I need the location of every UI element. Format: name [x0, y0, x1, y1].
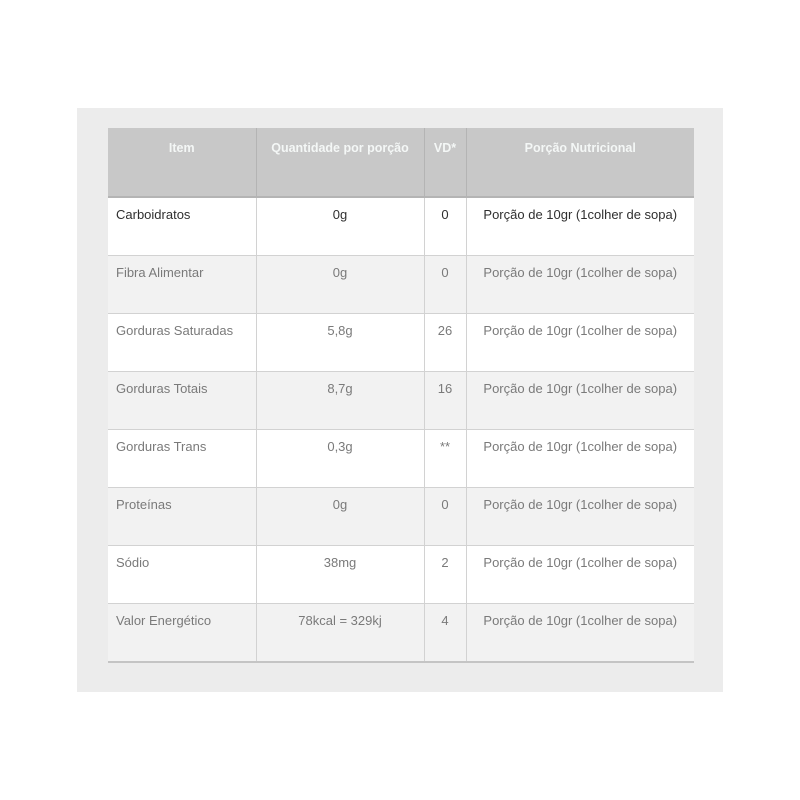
table-row [108, 197, 694, 256]
cell-quantity: 5,8g [256, 314, 424, 372]
cell-item: Valor Energético [108, 604, 256, 663]
table-body [108, 197, 694, 662]
cell-portion: Porção de 10gr (1colher de sopa) [466, 546, 694, 604]
cell-item: Gorduras Trans [108, 430, 256, 488]
cell-portion: Porção de 10gr (1colher de sopa) [466, 372, 694, 430]
cell-portion: Porção de 10gr (1colher de sopa) [466, 197, 694, 256]
table-row [108, 546, 694, 604]
cell-vd: ** [424, 430, 466, 488]
cell-quantity: 0g [256, 256, 424, 314]
cell-quantity: 0g [256, 197, 424, 256]
table-row [108, 430, 694, 488]
cell-portion: Porção de 10gr (1colher de sopa) [466, 488, 694, 546]
column-header-quantity: Quantidade por porção [256, 128, 424, 197]
cell-quantity: 0,3g [256, 430, 424, 488]
column-header-vd: VD* [424, 128, 466, 197]
cell-vd: 0 [424, 488, 466, 546]
cell-portion: Porção de 10gr (1colher de sopa) [466, 430, 694, 488]
table-row [108, 488, 694, 546]
table-row [108, 314, 694, 372]
cell-quantity: 8,7g [256, 372, 424, 430]
cell-item: Proteínas [108, 488, 256, 546]
cell-item: Carboidratos [108, 197, 256, 256]
table-header [108, 128, 694, 197]
cell-item: Gorduras Saturadas [108, 314, 256, 372]
cell-vd: 26 [424, 314, 466, 372]
table-row [108, 372, 694, 430]
cell-vd: 2 [424, 546, 466, 604]
cell-item: Fibra Alimentar [108, 256, 256, 314]
cell-quantity: 78kcal = 329kj [256, 604, 424, 663]
cell-item: Sódio [108, 546, 256, 604]
table-row [108, 256, 694, 314]
cell-vd: 4 [424, 604, 466, 663]
cell-quantity: 38mg [256, 546, 424, 604]
table-row [108, 604, 694, 663]
column-header-portion: Porção Nutricional [466, 128, 694, 197]
cell-portion: Porção de 10gr (1colher de sopa) [466, 314, 694, 372]
cell-quantity: 0g [256, 488, 424, 546]
nutrition-table [108, 128, 694, 663]
nutrition-panel [77, 108, 723, 692]
cell-vd: 16 [424, 372, 466, 430]
header-row [108, 128, 694, 197]
column-header-item: Item [108, 128, 256, 197]
cell-item: Gorduras Totais [108, 372, 256, 430]
cell-portion: Porção de 10gr (1colher de sopa) [466, 604, 694, 663]
cell-vd: 0 [424, 197, 466, 256]
cell-portion: Porção de 10gr (1colher de sopa) [466, 256, 694, 314]
cell-vd: 0 [424, 256, 466, 314]
